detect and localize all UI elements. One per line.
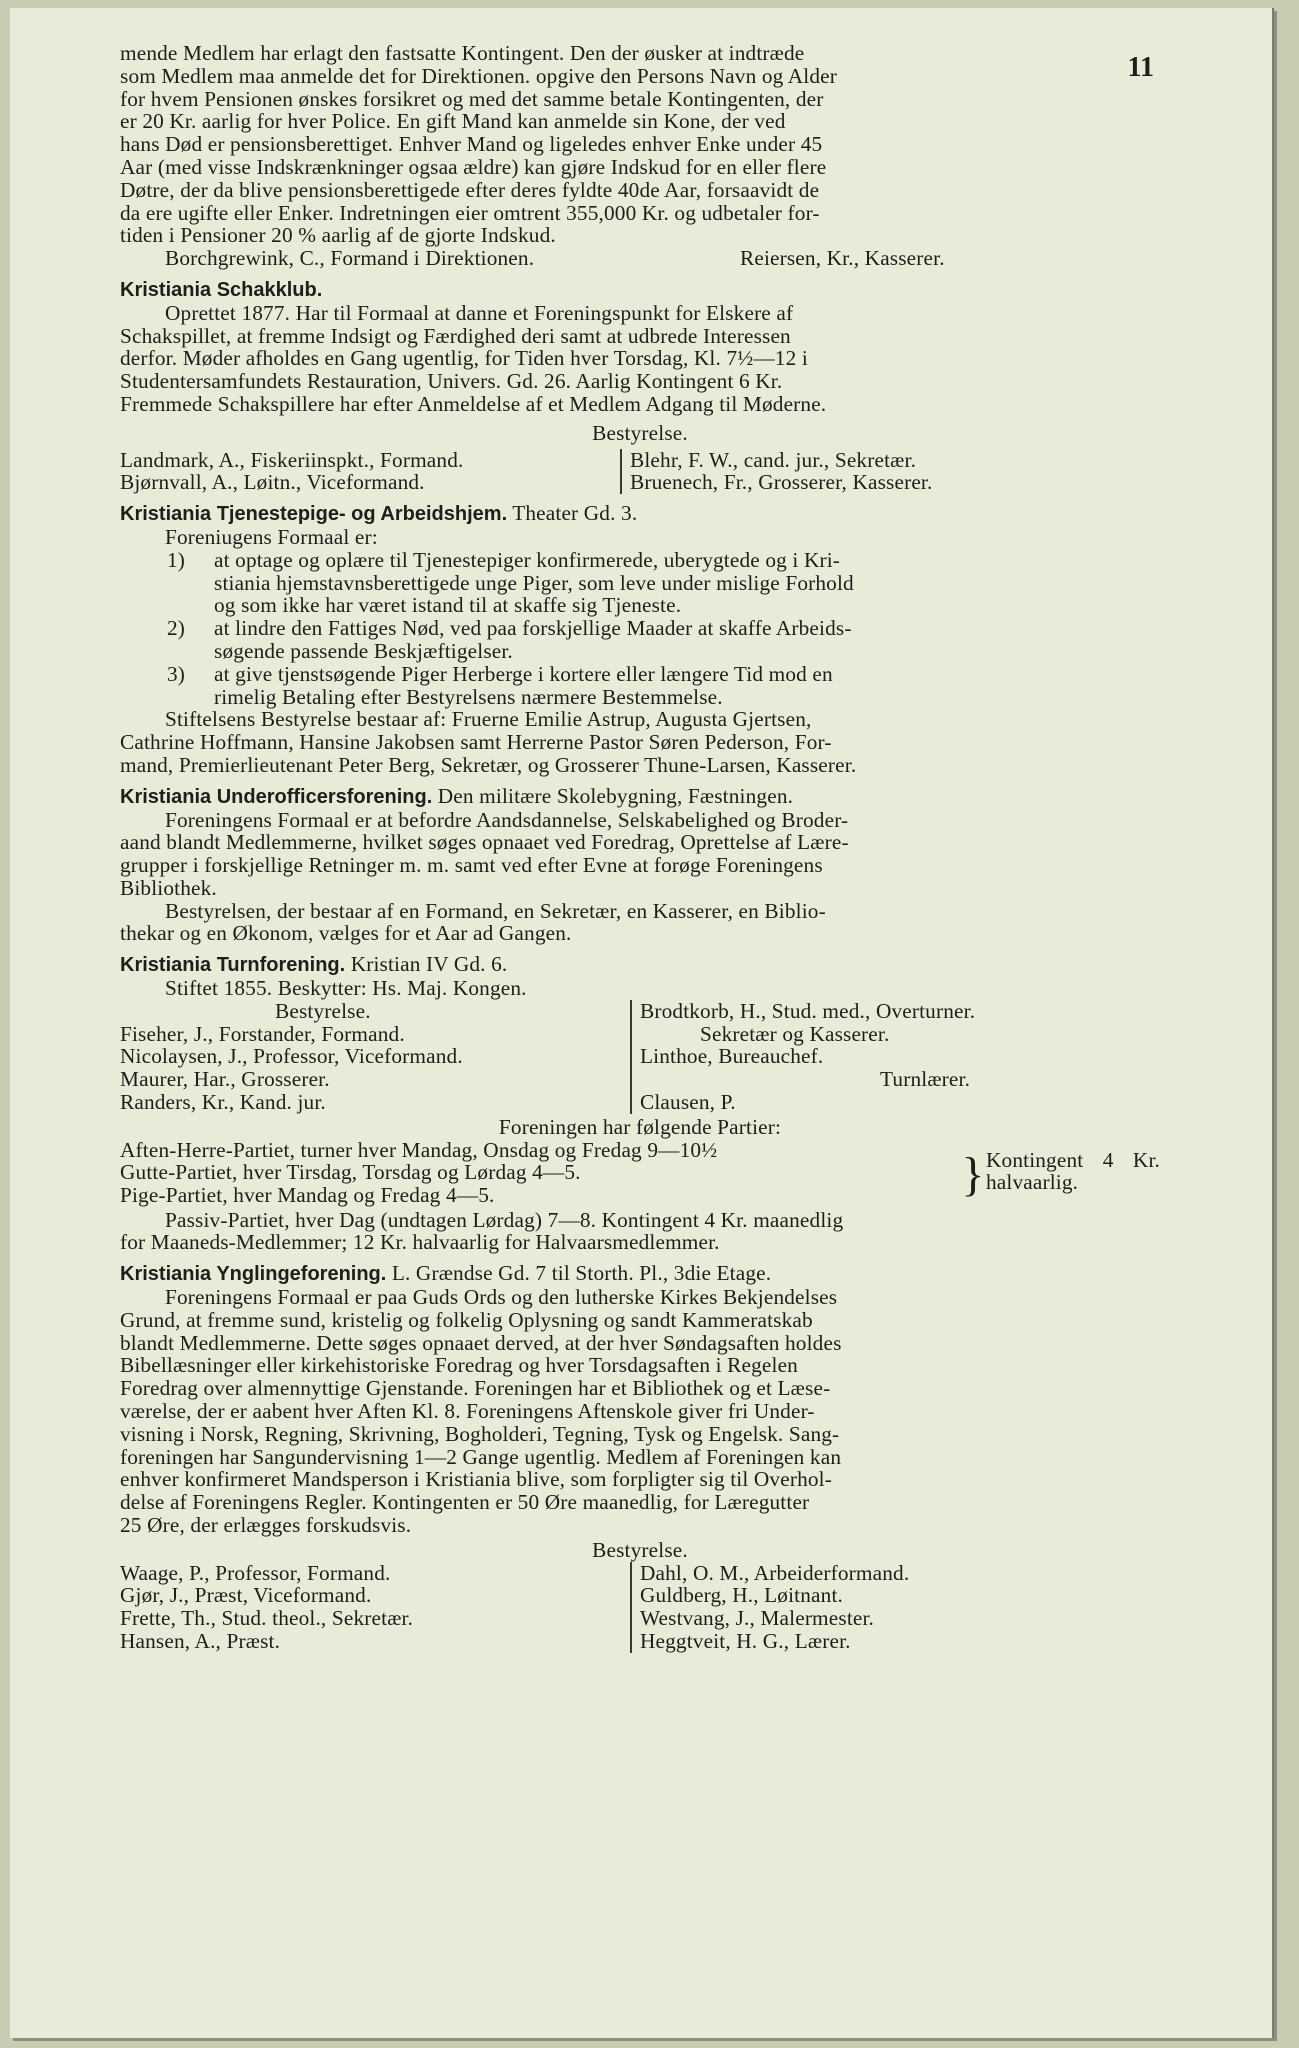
text-line: Bestyrelsen, der bestaar af en Formand, en Sekretær, en Kasserer, en Biblio- xyxy=(165,898,826,923)
board-member: Heggtveit, H. G., Lærer. xyxy=(640,1629,851,1653)
text-line: som Medlem maa anmelde det for Direktionen. opgive den Persons Navn og Alder xyxy=(120,63,837,88)
officers-row xyxy=(120,247,1160,270)
board-title: Bestyrelse. xyxy=(275,998,371,1023)
text-line: visning i Norsk, Regning, Skrivning, Bogholderi, Tegning, Tysk og Engelsk. Sang- xyxy=(120,1421,840,1446)
parties-note: Kontingent 4 Kr. halvaarlig. xyxy=(986,1147,1160,1195)
section-heading: Kristiania Ynglingeforening. xyxy=(120,1263,387,1286)
text-line: grupper i forskjellige Retninger m. m. samt ved efter Evne at forøge Foreningens xyxy=(120,853,823,878)
text-line: Bibellæsninger eller kirkehistoriske Foredrag og hver Torsdagsaften i Regelen xyxy=(120,1353,798,1378)
text-line: og som ikke har været istand til at skaffe sig Tjeneste. xyxy=(214,593,682,618)
text-line: mand, Premierlieutenant Peter Berg, Sekretær, og Grosserer Thune-Larsen, Kasserer. xyxy=(120,752,857,777)
board-member: Fiseher, J., Forstander, Formand. xyxy=(120,1021,405,1046)
party-line: Aften-Herre-Partiet, turner hver Mandag, Onsdag og Fredag 9—10½ xyxy=(120,1137,718,1162)
text-line: blandt Medlemmerne. Dette søges opnaaet derved, at der hver Søndagsaften holdes xyxy=(120,1330,842,1355)
party-line: Pige-Partiet, hver Mandag og Fredag 4—5. xyxy=(120,1183,495,1208)
text-line: Passiv-Partiet, hver Dag (undtagen Lørdag) 7—8. Kontingent 4 Kr. maanedlig xyxy=(165,1207,844,1232)
text-line: Aar (med visse Indskrænkninger ogsaa ældre) kan gjøre Indskud for en eller flere xyxy=(120,154,827,179)
text-line: mende Medlem har erlagt den fastsatte Kontingent. Den der øusker at indtræde xyxy=(120,41,805,65)
board-member: Brodtkorb, H., Stud. med., Overturner. xyxy=(640,998,976,1023)
board-member: Bjørnvall, A., Løitn., Viceformand. xyxy=(120,470,425,495)
text-line: Foreniugens Formaal er: xyxy=(165,524,378,549)
text-line: Oprettet 1877. Har til Formaal at danne et Foreningspunkt for Elskere af xyxy=(165,300,794,325)
text-line: Stiftet 1855. Beskytter: Hs. Maj. Kongen. xyxy=(165,976,527,1001)
text-line: stiania hjemstavnsberettigede unge Piger, som leve under mislige Forhold xyxy=(214,570,854,595)
text-line: Studentersamfundets Restauration, Univers. Gd. 26. Aarlig Kontingent 6 Kr. xyxy=(120,369,783,394)
board-role: Turnlærer. xyxy=(880,1067,971,1092)
text-line: delse af Foreningens Regler. Kontingenten er 50 Øre maanedlig, for Læregutter xyxy=(120,1490,810,1515)
list-item xyxy=(120,549,1160,617)
text-line: Cathrine Hoffmann, Hansine Jakobsen samt Herrerne Pastor Søren Pederson, For- xyxy=(120,730,832,755)
board-table xyxy=(120,1562,1160,1653)
text-line: tiden i Pensioner 20 % aarlig af de gjorte Indskud. xyxy=(120,223,556,248)
board-table xyxy=(120,1000,1160,1114)
section-ynglinge xyxy=(120,1262,1160,1653)
section-address: Kristian IV Gd. 6. xyxy=(350,952,508,977)
text-line: 25 Øre, der erlægges forskudsvis. xyxy=(120,1513,412,1538)
section-heading: Kristiania Turnforening. xyxy=(120,954,346,977)
text-line: Schakspillet, at fremme Indsigt og Færdighed deri samt at udbrede Interessen xyxy=(120,323,791,348)
board-title: Bestyrelse. xyxy=(592,420,688,445)
section-tjenestepige xyxy=(120,502,1160,777)
text-line: Døtre, der da blive pensionsberettigede efter deres fyldte 40de Aar, forsaavidt de xyxy=(120,177,820,202)
text-line: Foredrag over almennyttige Gjenstande. Foreningen har et Bibliothek og et Læse- xyxy=(120,1376,831,1401)
intro-paragraph xyxy=(120,42,1160,270)
board-member: Westvang, J., Malermester. xyxy=(640,1606,875,1631)
board-member: Randers, Kr., Kand. jur. xyxy=(120,1090,326,1115)
brace-glyph: } xyxy=(961,1147,985,1201)
text-line: at lindre den Fattiges Nød, ved paa forskjellige Maader at skaffe Arbeids- xyxy=(214,616,852,641)
board-table xyxy=(120,449,1160,495)
list-item xyxy=(120,617,1160,663)
text-line: værelse, der er aabent hver Aften Kl. 8. Foreningens Aftenskole giver fri Under- xyxy=(120,1399,815,1424)
text-line: Grund, at fremme sund, kristelig og folkelig Oplysning og sandt Kammeratskab xyxy=(120,1307,813,1332)
board-member: Landmark, A., Fiskeriinspkt., Formand. xyxy=(120,447,464,472)
board-member: Frette, Th., Stud. theol., Sekretær. xyxy=(120,1606,414,1631)
text-line: er 20 Kr. aarlig for hver Police. En gift Mand kan anmelde sin Kone, der ved xyxy=(120,109,786,134)
text-line: enhver konfirmeret Mandsperson i Kristiania blive, som forpligter sig til Overhol- xyxy=(120,1467,832,1492)
board-member: Dahl, O. M., Arbeiderformand. xyxy=(640,1560,910,1585)
board-member: Bruenech, Fr., Grosserer, Kasserer. xyxy=(630,470,933,495)
parties-block xyxy=(120,1139,1160,1209)
board-member: Maurer, Har., Grosserer. xyxy=(120,1067,330,1092)
text-line: Foreningens Formaal er paa Guds Ords og den lutherske Kirkes Bekjendelses xyxy=(165,1285,838,1310)
board-member: Clausen, P. xyxy=(640,1090,736,1115)
board-member: Linthoe, Bureauchef. xyxy=(640,1044,824,1069)
text-line: aand blandt Medlemmerne, hvilket søges opnaaet ved Foredrag, Oprettelse af Lære- xyxy=(120,830,849,855)
section-underofficer xyxy=(120,785,1160,946)
parties-title: Foreningen har følgende Partier: xyxy=(498,1114,782,1139)
board-role: Sekretær og Kasserer. xyxy=(700,1021,890,1046)
board-member: Nicolaysen, J., Professor, Viceformand. xyxy=(120,1044,463,1069)
text-line: Stiftelsens Bestyrelse bestaar af: Fruerne Emilie Astrup, Augusta Gjertsen, xyxy=(165,707,812,732)
page-number: 11 xyxy=(1127,52,1154,83)
officer-left: Borchgrewink, C., Formand i Direktionen. xyxy=(165,246,535,271)
section-address: Den militære Skolebygning, Fæstningen. xyxy=(437,783,794,808)
text-line: foreningen har Sangundervisning 1—2 Gange ugentlig. Medlem af Foreningen kan xyxy=(120,1444,842,1469)
purpose-list xyxy=(120,549,1160,709)
page-content xyxy=(120,42,1160,1653)
section-heading: Kristiania Underofficersforening. xyxy=(120,785,433,808)
document-page xyxy=(10,8,1274,2038)
text-line: thekar og en Økonom, vælges for et Aar ad Gangen. xyxy=(120,921,572,946)
section-address: Theater Gd. 3. xyxy=(512,501,638,526)
text-line: derfor. Møder afholdes en Gang ugentlig, for Tiden hver Torsdag, Kl. 7½—12 i xyxy=(120,346,808,371)
section-schakklub xyxy=(120,278,1160,494)
text-line: for Maaneds-Medlemmer; 12 Kr. halvaarlig for Halvaarsmedlemmer. xyxy=(120,1230,720,1255)
board-member: Waage, P., Professor, Formand. xyxy=(120,1560,391,1585)
text-line: da ere ugifte eller Enker. Indretningen eier omtrent 355,000 Kr. og udbetaler for- xyxy=(120,200,820,225)
text-line: at optage og oplære til Tjenestepiger konfirmerede, uberygtede og i Kri- xyxy=(214,547,841,572)
board-member: Guldberg, H., Løitnant. xyxy=(640,1583,843,1608)
text-line: hans Død er pensionsberettiget. Enhver Mand og ligeledes enhver Enke under 45 xyxy=(120,132,823,157)
text-line: Bibliothek. xyxy=(120,875,217,900)
list-number: 2) xyxy=(167,616,186,641)
section-address: L. Grændse Gd. 7 til Storth. Pl., 3die Etage. xyxy=(391,1261,772,1286)
text-line: rimelig Betaling efter Bestyrelsens nærmere Bestemmelse. xyxy=(214,684,723,709)
board-title: Bestyrelse. xyxy=(592,1537,688,1562)
list-number: 1) xyxy=(167,547,186,572)
board-member: Hansen, A., Præst. xyxy=(120,1629,281,1653)
board-member: Gjør, J., Præst, Viceformand. xyxy=(120,1583,372,1608)
text-line: Fremmede Schakspillere har efter Anmeldelse af et Medlem Adgang til Møderne. xyxy=(120,391,827,416)
list-item xyxy=(120,663,1160,709)
text-line: at give tjenstsøgende Piger Herberge i kortere eller længere Tid mod en xyxy=(214,661,833,686)
text-line: Foreningens Formaal er at befordre Aandsdannelse, Selskabelighed og Broder- xyxy=(165,807,849,832)
list-number: 3) xyxy=(167,661,186,686)
section-heading: Kristiania Schakklub. xyxy=(120,278,323,301)
officer-right: Reiersen, Kr., Kasserer. xyxy=(740,246,945,271)
party-line: Gutte-Partiet, hver Tirsdag, Torsdag og Lørdag 4—5. xyxy=(120,1160,581,1185)
text-line: søgende passende Beskjæftigelser. xyxy=(214,638,513,663)
board-member: Blehr, F. W., cand. jur., Sekretær. xyxy=(630,447,917,472)
section-heading: Kristiania Tjenestepige- og Arbeidshjem. xyxy=(120,503,508,526)
section-turnforening xyxy=(120,953,1160,1254)
text-line: for hvem Pensionen ønskes forsikret og med det samme betale Kontingenten, der xyxy=(120,86,824,111)
